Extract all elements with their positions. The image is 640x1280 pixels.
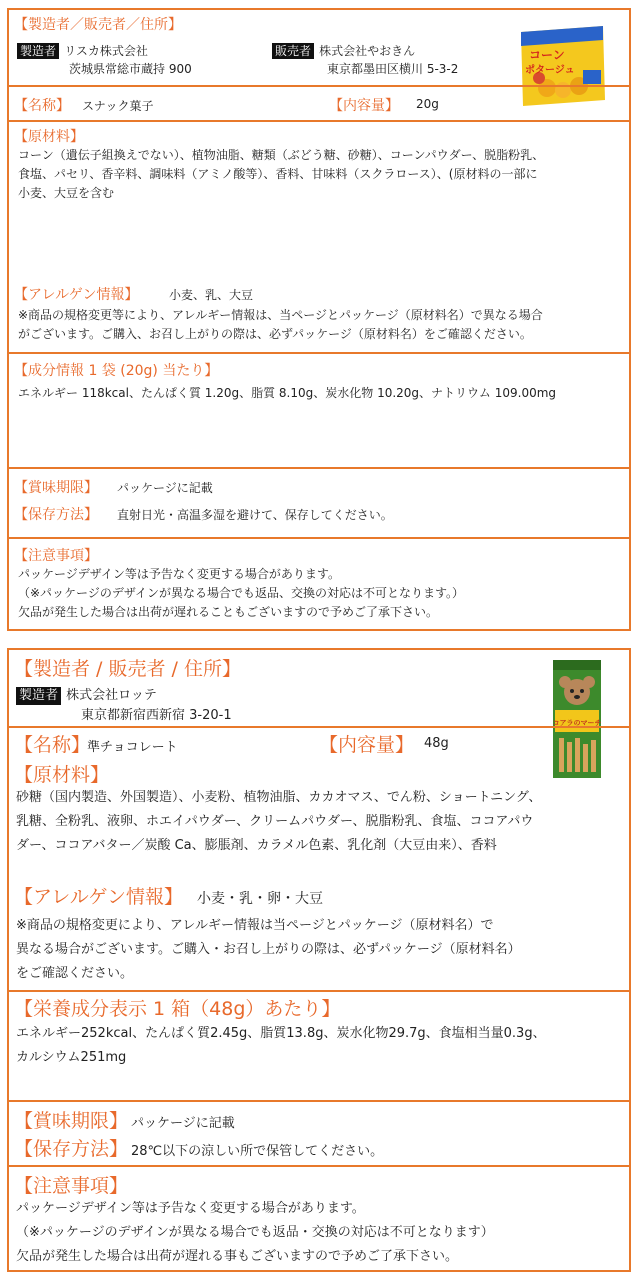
ingredients-section bbox=[9, 120, 629, 352]
seller-block bbox=[272, 40, 415, 59]
storage-header: 【保存方法】 bbox=[14, 1138, 129, 1160]
nutrition-value: エネルギー 118kcal、たんぱく質 1.20g、脂質 8.10g、炭水化物 10.20g、ナトリウム 109.00mg bbox=[18, 386, 557, 400]
product-info-card-koala-march bbox=[7, 648, 631, 1272]
notes-header: 【注意事項】 bbox=[14, 548, 98, 564]
ingredients-text: コーン（遺伝子組換えでない）、植物油脂、糖類（ぶどう糖、砂糖）、コーンパウダー、脱脂粉乳、 食塩、パセリ、香辛料、調味料（アミノ酸等）、香料、甘味料（スクラロース）、(原材料の一部に 小麦、大豆を含む bbox=[18, 148, 545, 200]
ingredients-header: 【原材料】 bbox=[14, 764, 110, 786]
notes-header: 【注意事項】 bbox=[14, 1175, 129, 1197]
nutrition-text: エネルギー252kcal、たんぱく質2.45g、脂質13.8g、炭水化物29.7g、食塩相当量0.3g、 カルシウム251mg bbox=[16, 1026, 546, 1065]
storage-value: 直射日光・高温多湿を避けて、保存してください。 bbox=[117, 508, 393, 522]
seller-name: 株式会社やおきん bbox=[319, 44, 416, 58]
allergen-note: ※商品の規格変更により、アレルギー情報は当ページとパッケージ（原材料名）で 異なる場合がございます。ご購入・お召し上がりの際は、必ずパッケージ（原材料名） をご確認ください。 bbox=[16, 918, 521, 981]
expiry-header: 【賞味期限】 bbox=[14, 1110, 129, 1132]
maker-address: 茨城県常総市蔵持 900 bbox=[69, 62, 192, 76]
notes-text: パッケージデザイン等は予告なく変更する場合があります。 （※パッケージのデザインが異なる場合でも返品・交換の対応は不可となります） 欠品が発生した場合は出荷が遅れる事もございますので予めご了承下さい。 bbox=[16, 1201, 494, 1264]
expiry-storage-section bbox=[9, 1100, 629, 1165]
expiry-value: パッケージに記載 bbox=[117, 481, 213, 495]
notes-section bbox=[9, 1165, 629, 1272]
expiry-storage-section bbox=[9, 467, 629, 537]
maker-name: 株式会社ロッテ bbox=[66, 688, 157, 703]
maker-header: 【製造者／販売者／住所】 bbox=[14, 17, 182, 33]
package-text-line2: ポタージュ bbox=[525, 65, 575, 76]
nutrition-section bbox=[9, 990, 629, 1100]
name-value: スナック菓子 bbox=[82, 99, 154, 113]
allergen-section bbox=[9, 878, 629, 996]
seller-address: 東京都墨田区横川 5-3-2 bbox=[327, 62, 459, 76]
name-header: 【名称】 bbox=[14, 98, 70, 114]
content-header: 【内容量】 bbox=[329, 98, 399, 114]
notes-text: パッケージデザイン等は予告なく変更する場合があります。 （※パッケージのデザインが異なる場合でも返品、交換の対応は不可となります。） 欠品が発生した場合は出荷が遅れることもございますので予めご了承下さい。 bbox=[18, 567, 465, 619]
content-header: 【内容量】 bbox=[319, 734, 415, 756]
expiry-value: パッケージに記載 bbox=[131, 1116, 235, 1131]
package-text: コアラのマーチ bbox=[552, 719, 602, 727]
allergen-note: ※商品の規格変更等により、アレルギー情報は、当ページとパッケージ（原材料名）で異なる場合 がございます。ご購入、お召し上がりの際は、必ずパッケージ（原材料名）をご確認ください。 bbox=[18, 308, 543, 341]
nutrition-header: 【栄養成分表示 1 箱（48g）あたり】 bbox=[14, 998, 341, 1020]
content-value: 48g bbox=[424, 736, 449, 751]
maker-address: 東京都新宿西新宿 3-20-1 bbox=[81, 708, 232, 723]
product-info-card-corn-potage bbox=[7, 8, 631, 631]
allergen-value: 小麦、乳、大豆 bbox=[169, 288, 254, 302]
nutrition-header: 【成分情報 1 袋 (20g) 当たり】 bbox=[14, 363, 219, 379]
maker-header: 【製造者 / 販売者 / 住所】 bbox=[14, 658, 241, 680]
storage-value: 28℃以下の涼しい所で保管してください。 bbox=[131, 1144, 384, 1159]
allergen-value: 小麦・乳・卵・大豆 bbox=[197, 891, 323, 907]
package-text-line1: コーン bbox=[529, 48, 565, 62]
maker-block bbox=[17, 40, 148, 59]
ingredients-text: 砂糖（国内製造、外国製造）、小麦粉、植物油脂、カカオマス、でん粉、ショートニング、 乳糖、全粉乳、液卵、ホエイパウダー、クリームパウダー、脱脂粉乳、食塩、ココアパウ ダー、ココアバター／炭酸 Ca、膨脹剤、カラメル色素、乳化剤（大豆由来）、香料 bbox=[16, 790, 542, 853]
ingredients-section bbox=[9, 726, 629, 878]
ingredients-header: 【原材料】 bbox=[14, 129, 84, 145]
allergen-header: 【アレルゲン情報】 bbox=[14, 886, 184, 908]
nutrition-section bbox=[9, 352, 629, 467]
maker-name: リスカ株式会社 bbox=[64, 44, 148, 58]
notes-section bbox=[9, 537, 629, 631]
name-value: 準チョコレート bbox=[87, 740, 178, 755]
content-value: 20g bbox=[416, 97, 439, 111]
name-header: 【名称】 bbox=[14, 734, 91, 756]
maker-tag: 製造者 bbox=[17, 43, 59, 59]
storage-header: 【保存方法】 bbox=[14, 507, 98, 523]
maker-block bbox=[16, 684, 157, 705]
allergen-header: 【アレルゲン情報】 bbox=[14, 287, 139, 303]
maker-tag: 製造者 bbox=[16, 687, 61, 705]
name-section bbox=[9, 85, 629, 119]
seller-tag: 販売者 bbox=[272, 43, 314, 59]
expiry-header: 【賞味期限】 bbox=[14, 480, 98, 496]
